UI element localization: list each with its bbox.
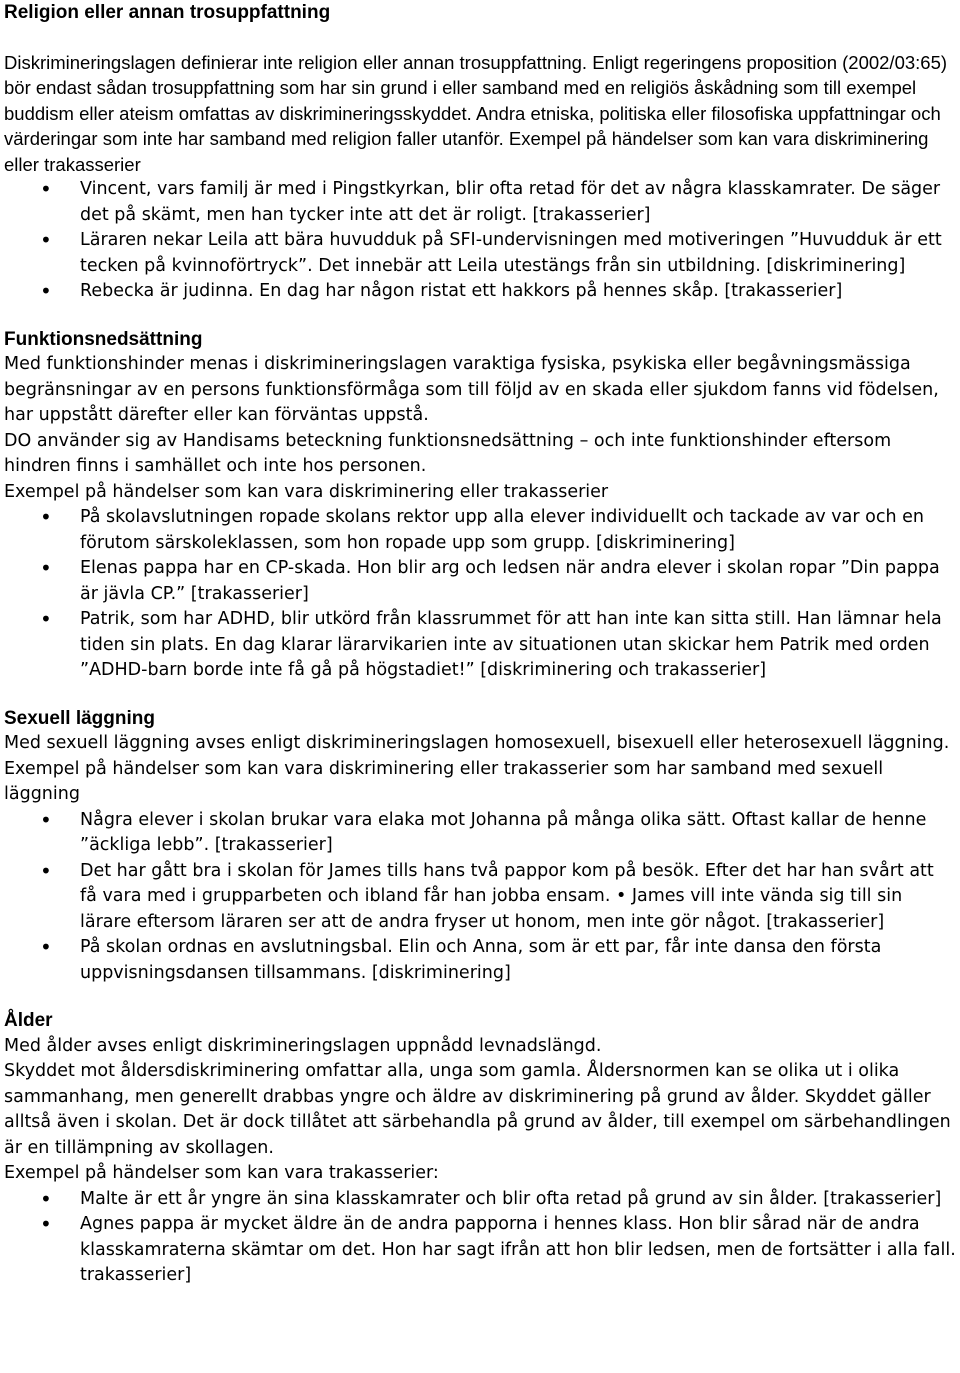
religion-intro [4, 50, 956, 178]
list-item: • Patrik, som har ADHD, blir utkörd från klassrummet för att han inte kan sitta still. Han lämnar hela tiden sin plats. En dag klarar lärarvikarien inte av situationen utan skickar hem Patrik med orden ”ADHD-barn borde inte få gå på högstadiet!” [diskriminering och trakasserier] [4, 607, 956, 684]
section-orientation [4, 706, 956, 987]
list-item: • Det har gått bra i skolan för James tills hans två pappor kom på besök. Efter det har han svårt att få vara med i grupparbeten och ibland får han jobba ensam. • James vill inte vända sig till sin lärare eftersom läraren ser att de andra fryser ut honom, men inte gör något. [trakasserier] [4, 859, 956, 936]
section-disability [4, 327, 956, 684]
orientation-intro: Med sexuell läggning avses enligt diskrimineringslagen homosexuell, bisexuell eller heterosexuell läggning. Exempel på händelser som kan vara diskriminering eller trakasserier som har samband med sexuell läggning [4, 733, 950, 804]
age-example-list [4, 1187, 956, 1289]
age-para-2: Skyddet mot åldersdiskriminering omfattar alla, unga som gamla. Åldersnormen kan se olika ut i olika sammanhang, men generellt drabbas yngre och äldre av diskriminering på grund av ålder. Skyddet gäller alltså även i skolan. Det är dock tillåtet att särbehandla på grund av ålder, till exempel om särbehandlingen är en tillämpning av skollagen. [4, 1061, 951, 1158]
heading-disability: Funktionsnedsättning [4, 328, 203, 350]
disability-example-list [4, 505, 956, 684]
religion-example-list [4, 177, 956, 305]
list-item: • Läraren nekar Leila att bära huvudduk på SFI-undervisningen med motiveringen ”Huvudduk är ett tecken på kvinnoförtryck”. Det innebär att Leila utestängs från sin utbildning. [diskriminering] [4, 228, 956, 279]
religion-intro-text: Diskrimineringslagen definierar inte religion eller annan trosuppfattning. Enligt regeringens proposition (2002/03:65) bör endast sådan trosuppfattning som har sin grund i eller samband med en religiös åskådning som till exempel buddism eller ateism omfattas av diskrimineringsskyddet. Andra etniska, politiska eller filosofiska uppfattningar och värderingar som inte har samband med religion faller utanför. [4, 51, 948, 149]
religion-examples-intro: Exempel på händelser som kan vara diskriminering eller trakasserier [4, 128, 929, 175]
spacer [4, 684, 956, 706]
heading-orientation: Sexuell läggning [4, 707, 155, 729]
list-item: • Agnes pappa är mycket äldre än de andra papporna i hennes klass. Hon blir sårad när de andra klasskamraterna skämtar om det. Hon har sagt ifrån att hon blir ledsen, men de fortsätter i alla fall. trakasserier] [4, 1212, 956, 1289]
age-examples-intro: Exempel på händelser som kan vara trakasserier: [4, 1163, 439, 1183]
list-item: • Elenas pappa har en CP-skada. Hon blir arg och ledsen när andra elever i skolan ropar ”Din pappa är jävla CP.” [trakasserier] [4, 556, 956, 607]
list-item: • På skolan ordnas en avslutningsbal. Elin och Anna, som är ett par, får inte dansa den första uppvisningsdansen tillsammans. [diskriminering] [4, 935, 956, 986]
orientation-example-list [4, 808, 956, 987]
list-item: • Några elever i skolan brukar vara elaka mot Johanna på många olika sätt. Oftast kallar de henne ”äckliga lebb”. [trakasserier] [4, 808, 956, 859]
spacer [4, 26, 956, 50]
heading-religion: Religion eller annan trosuppfattning [4, 2, 331, 23]
list-item: • På skolavslutningen ropade skolans rektor upp alla elever individuellt och tackade av var och en förutom särskoleklassen, som hon ropade upp som grupp. [diskriminering] [4, 505, 956, 556]
spacer [4, 305, 956, 327]
age-para-1: Med ålder avses enligt diskrimineringslagen uppnådd levnadslängd. [4, 1035, 602, 1056]
list-item: • Vincent, vars familj är med i Pingstkyrkan, blir ofta retad för det av några klasskamrater. De säger det på skämt, men han tycker inte att det är roligt. [trakasserier] [4, 177, 956, 228]
list-item: • Malte är ett år yngre än sina klasskamrater och blir ofta retad på grund av sin ålder. [trakasserier] [4, 1187, 956, 1213]
disability-examples-intro: Exempel på händelser som kan vara diskriminering eller trakasserier [4, 481, 609, 502]
section-age [4, 1008, 956, 1289]
heading-age: Ålder [4, 1010, 53, 1031]
disability-para-1: Med funktionshinder menas i diskrimineringslagen varaktiga fysiska, psykiska eller begåvningsmässiga begränsningar av en persons funktionsförmåga som till följd av en skada eller sjukdom fanns vid födelsen, har uppstått därefter eller kan förväntas uppstå. [4, 354, 939, 425]
disability-para-2: DO använder sig av Handisams beteckning funktionsnedsättning – och inte funktionshinder eftersom hindren finns i samhället och inte hos personen. [4, 430, 892, 476]
spacer [4, 986, 956, 1008]
list-item: • Rebecka är judinna. En dag har någon ristat ett hakkors på hennes skåp. [trakasserier] [4, 279, 956, 305]
section-religion [4, 0, 956, 305]
